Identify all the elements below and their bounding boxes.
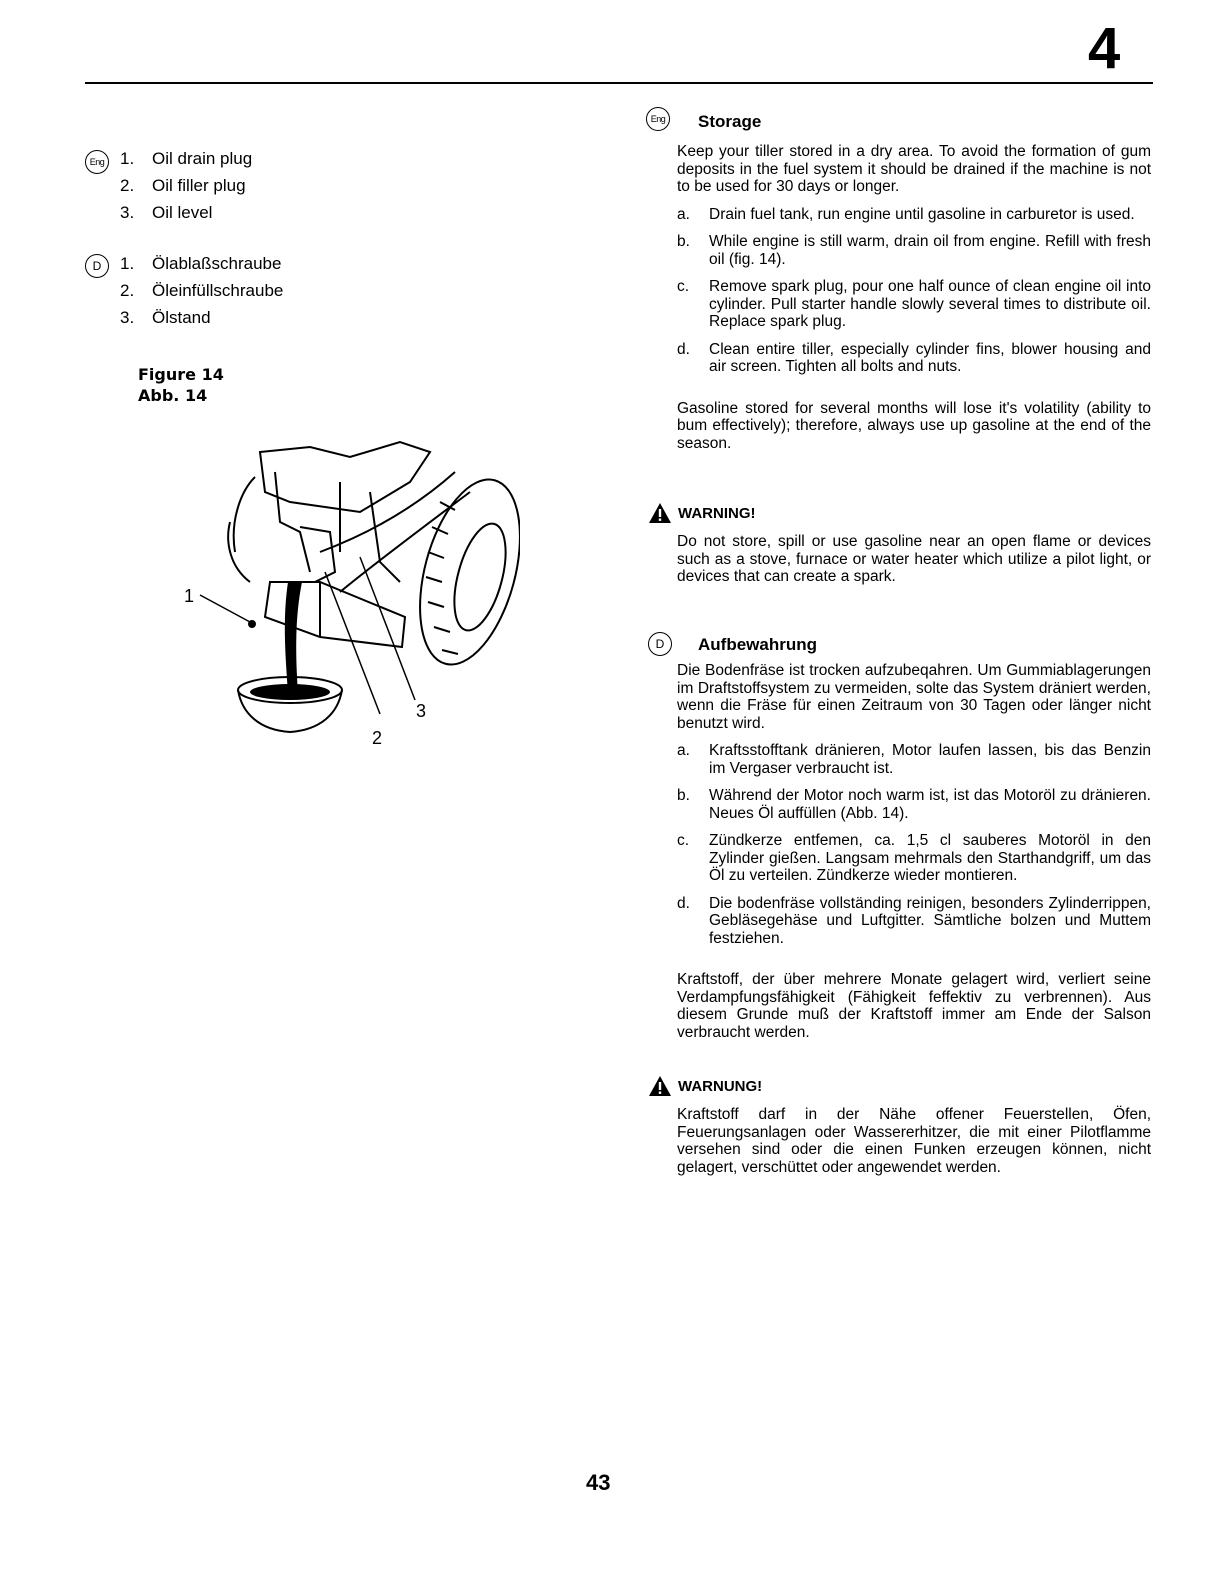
list-item: 3. Oil level <box>120 203 213 222</box>
figure-label-english: Figure 14 <box>138 365 224 384</box>
storage-section-english <box>677 143 1151 452</box>
german-language-icon: D <box>648 632 672 656</box>
aufbewahrung-heading: Aufbewahrung <box>698 635 817 654</box>
english-language-icon: Eng <box>85 150 109 174</box>
list-item: 2. Öleinfüllschraube <box>120 281 284 300</box>
parts-list-german <box>85 250 365 331</box>
list-item: 2. Oil filler plug <box>120 176 246 195</box>
step-item: d. Clean entire tiller, especially cylinder fins, blower housing and air screen. Tighten all bolts and nuts. <box>677 340 1151 375</box>
storage-section-german <box>677 662 1151 1041</box>
warning-icon <box>648 502 672 524</box>
step-item: a. Kraftsstofftank dränieren, Motor laufen lassen, bis das Benzin im Vergaser verbraucht ist. <box>677 742 1151 777</box>
step-item: b. Während der Motor noch warm ist, ist das Motoröl zu dränieren. Neues Öl auffüllen (Abb. 14). <box>677 787 1151 822</box>
german-language-icon: D <box>85 254 109 278</box>
figure-label-german: Abb. 14 <box>138 386 208 405</box>
step-item: d. Die bodenfräse vollständing reinigen, besonders Zylinderrippen, Gebläsegehäse und Luftgitter. Sämtliche bolzen und Muttem festziehen. <box>677 894 1151 947</box>
step-item: c. Zündkerze entfemen, ca. 1,5 cl sauberes Motoröl in den Zylinder gießen. Langsam mehrmals den Starthandgriff, um das Öl zu verteilen. Zündkerze wieder montieren. <box>677 832 1151 884</box>
warning-heading: WARNING! <box>648 502 756 524</box>
storage-closing: Gasoline stored for several months will lose it's volatility (ability to bum effectively); therefore, always use up gasoline at the end of the season. <box>677 399 1151 452</box>
callout-3: 3 <box>416 701 427 721</box>
step-item: c. Remove spark plug, pour one half ounce of clean engine oil into cylinder. Pull starter handle slowly several times to distribute oil. Replace spark plug. <box>677 278 1151 330</box>
step-item: a. Drain fuel tank, run engine until gasoline in carburetor is used. <box>677 205 1135 223</box>
storage-intro: Die Bodenfräse ist trocken aufzubeqahren. Um Gummiablagerungen im Draftstoffsystem zu vermeiden, solte das System dräniert werden, wenn die Fräse für einen Zeitraum von 30 Tagen oder länger nicht benutzt wird. <box>677 662 1151 732</box>
storage-heading: Storage <box>698 112 762 131</box>
list-item: D 1. Ölablaßschraube <box>85 250 365 277</box>
warning-text: Do not store, spill or use gasoline near an open flame or devices such as a stove, furnace or water heater which utilize a pilot light, or devices that can create a spark. <box>677 533 1151 585</box>
header-rule <box>85 82 1153 84</box>
warning-heading: WARNUNG! <box>648 1075 762 1097</box>
callout-1: 1 <box>184 586 195 606</box>
storage-closing: Kraftstoff, der über mehrere Monate gelagert wird, verliert seine Verdampfungsfähigkeit (Fähigkeit feffektiv zu verbrennen). Aus diesem Grunde muß der Kraftstoff immer am Ende der Salson verbraucht werden. <box>677 971 1151 1041</box>
step-item: b. While engine is still warm, drain oil from engine. Refill with fresh oil (fig. 14). <box>677 233 1151 268</box>
list-item: Eng 1. Oil drain plug <box>85 145 365 172</box>
page-number: 43 <box>586 1470 611 1495</box>
list-item: 3. Ölstand <box>120 308 211 327</box>
section-number: 4 <box>1088 16 1121 81</box>
warning-text: Kraftstoff darf in der Nähe offener Feuerstellen, Öfen, Feuerungsanlagen oder Wassererhitzer, die mit einer Pilotflamme versehen sind oder die einen Funken erzeugen können, nicht gelagert, verschüttet oder angewendet werden. <box>677 1106 1151 1176</box>
warning-icon <box>648 1075 672 1097</box>
tiller-oil-drain-illustration <box>170 432 520 762</box>
english-language-icon: Eng <box>646 107 670 131</box>
parts-list-english <box>85 145 365 226</box>
storage-intro: Keep your tiller stored in a dry area. To avoid the formation of gum deposits in the fuel system it should be drained if the machine is not to be used for 30 days or longer. <box>677 143 1151 195</box>
callout-2: 2 <box>372 728 383 748</box>
